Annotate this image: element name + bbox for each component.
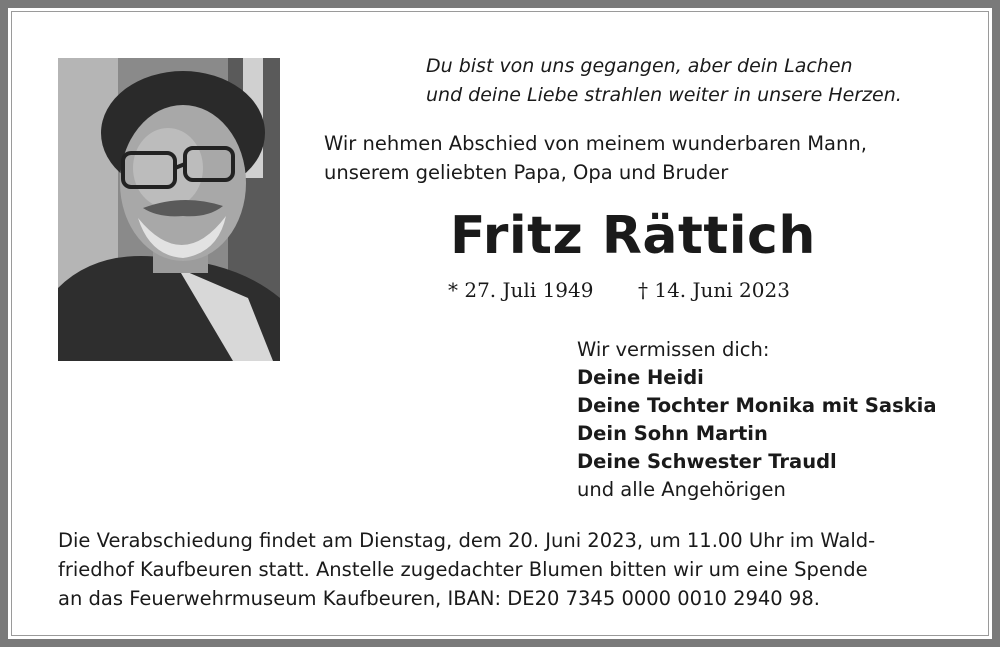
deceased-name: Fritz Rättich <box>450 206 816 266</box>
mourner-name: Dein Sohn Martin <box>577 422 768 445</box>
footer-line-3: an das Feuerwehrmuseum Kaufbeuren, IBAN: DE20 7345 0000 0010 2940 98. <box>58 587 820 610</box>
footer-line-2: friedhof Kaufbeuren statt. Anstelle zugedachter Blumen bitten wir um eine Spende <box>58 558 868 581</box>
portrait-image <box>58 58 280 361</box>
mourners-closing: und alle Angehörigen <box>577 478 786 501</box>
portrait-photo <box>58 58 280 361</box>
death-date: † 14. Juni 2023 <box>638 278 790 302</box>
mourner-name: Deine Tochter Monika mit Saskia <box>577 394 937 417</box>
quote-line-2: und deine Liebe strahlen weiter in unsere Herzen. <box>426 84 902 106</box>
intro-line-2: unserem geliebten Papa, Opa und Bruder <box>324 161 729 184</box>
birth-date: * 27. Juli 1949 <box>448 278 594 302</box>
intro-line-1: Wir nehmen Abschied von meinem wunderbaren Mann, <box>324 132 867 155</box>
mourners-intro: Wir vermissen dich: <box>577 338 770 361</box>
mourner-name: Deine Schwester Traudl <box>577 450 837 473</box>
mourner-name: Deine Heidi <box>577 366 704 389</box>
quote-line-1: Du bist von uns gegangen, aber dein Lachen <box>426 55 853 77</box>
footer-line-1: Die Verabschiedung findet am Dienstag, dem 20. Juni 2023, um 11.00 Uhr im Wald- <box>58 529 876 552</box>
